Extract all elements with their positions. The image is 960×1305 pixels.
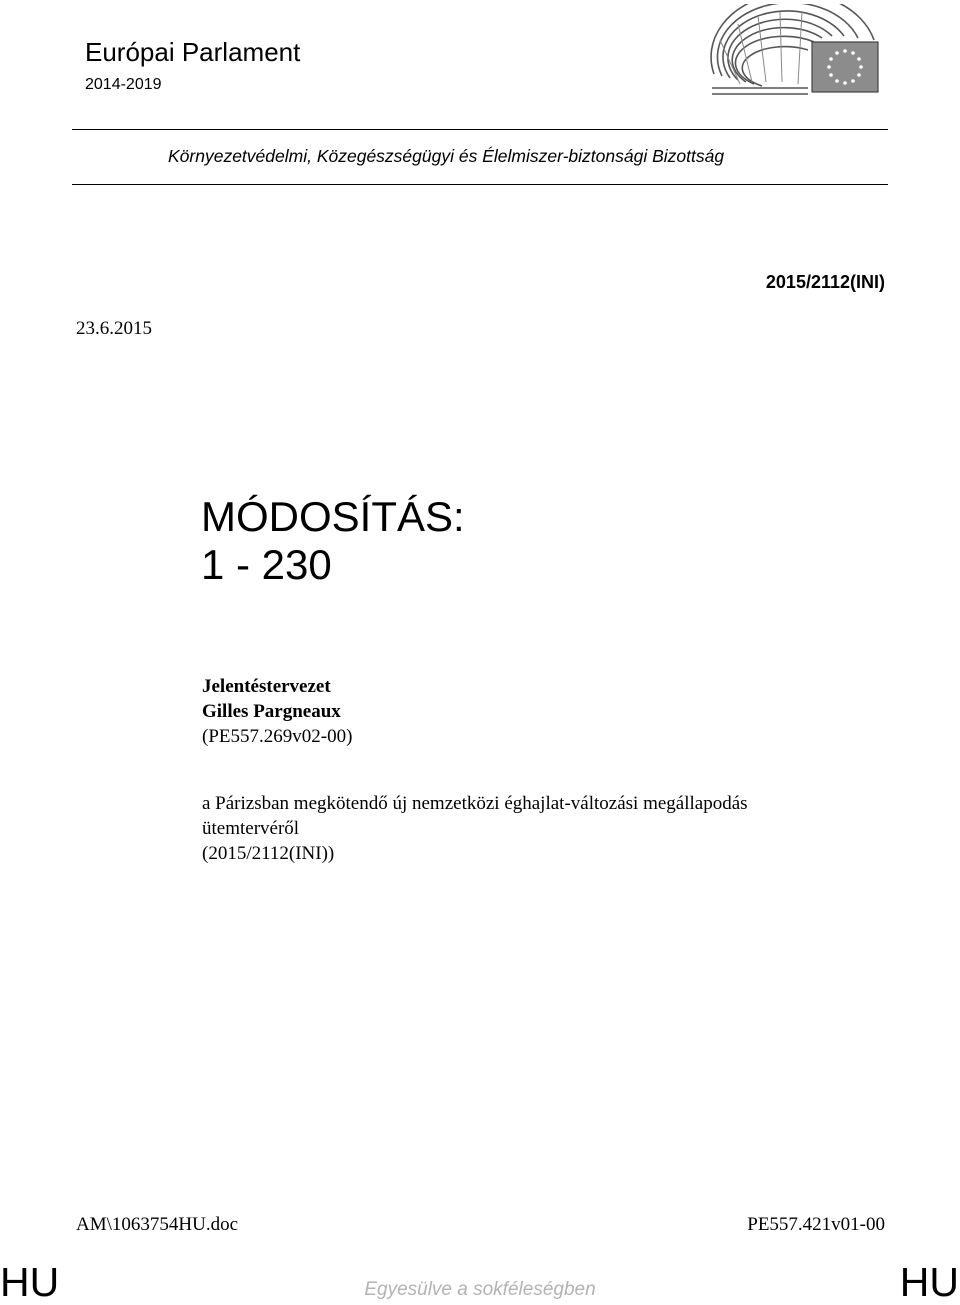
- european-parliament-logo-icon: [708, 4, 880, 96]
- report-subject: [202, 791, 748, 866]
- draft-report-info: [202, 674, 352, 749]
- parliamentary-term: 2014-2019: [85, 76, 162, 93]
- document-title: MÓDOSÍTÁS:: [201, 493, 465, 540]
- subject-line: a Párizsban megkötendő új nemzetközi éghajlat-változási megállapodás: [202, 793, 748, 814]
- language-code-left: HU: [0, 1259, 60, 1305]
- procedure-number: 2015/2112(INI): [765, 272, 885, 292]
- footer-pe-ref: PE557.421v01-00: [747, 1214, 885, 1235]
- document-date: 23.6.2015: [76, 318, 152, 339]
- rapporteur-name: Gilles Pargneaux: [202, 701, 341, 722]
- footer-document-ref: AM\1063754HU.doc: [76, 1214, 239, 1235]
- header-divider-top: [72, 129, 888, 130]
- committee-name: Környezetvédelmi, Közegészségügyi és Élelmiszer-biztonsági Bizottság: [168, 146, 725, 166]
- org-name: Európai Parlament: [85, 37, 301, 67]
- subject-line: ütemtervéről: [202, 818, 300, 839]
- document-reference: (PE557.269v02-00): [202, 726, 353, 747]
- subject-procedure: (2015/2112(INI)): [202, 843, 335, 864]
- language-code-right: HU: [899, 1259, 959, 1305]
- document-type: Jelentéstervezet: [202, 676, 331, 697]
- header-divider-bottom: [72, 184, 888, 185]
- amendment-range: 1 - 230: [201, 541, 332, 588]
- eu-motto: Egyesülve a sokféleségben: [364, 1279, 596, 1300]
